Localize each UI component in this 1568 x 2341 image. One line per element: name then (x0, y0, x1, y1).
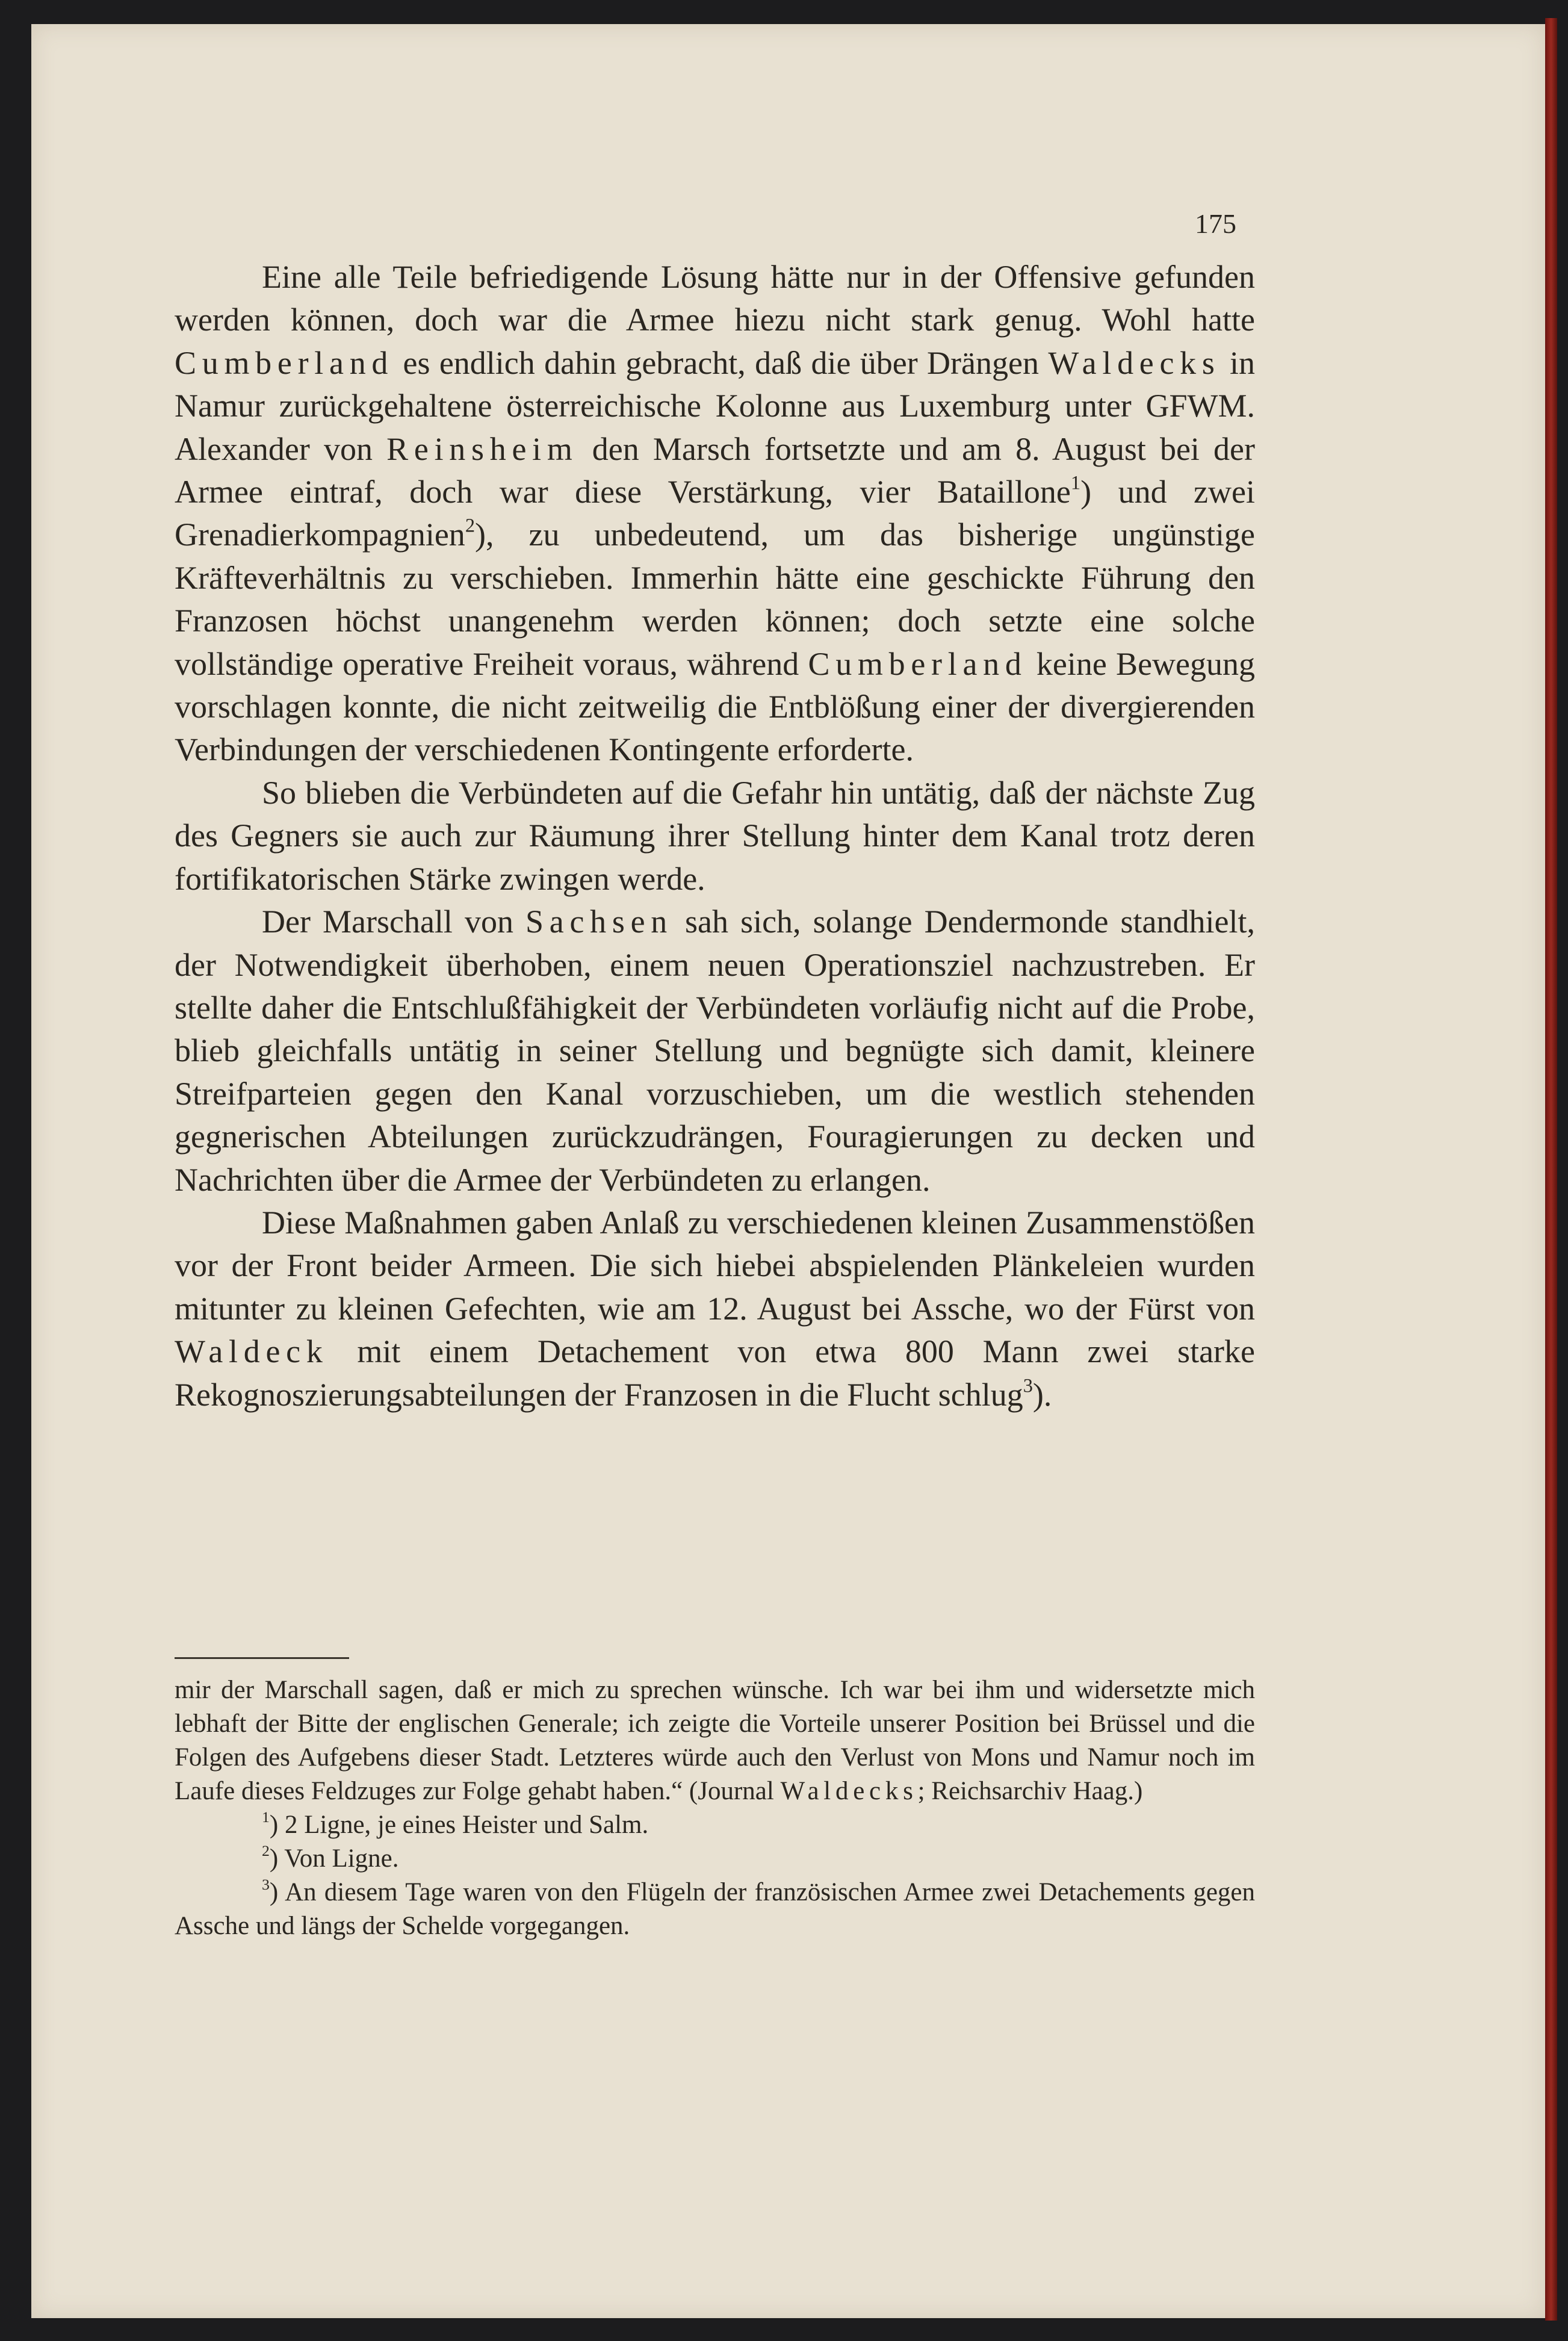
text-run: keine Bewegung vorschlagen konnte, die nicht zeitweilig die Entblößung einer der divergierenden Verbindungen der verschiedenen Kontingente erforderte. (175, 645, 1255, 768)
footnote-mark: 2 (262, 1841, 270, 1859)
paragraph (175, 1202, 1255, 1416)
text-run: Der Marschall von (262, 904, 525, 940)
spaced-name: Reinsheim (386, 430, 578, 467)
footnote-reference: 2 (465, 515, 476, 537)
footnote-mark: 1 (262, 1808, 270, 1826)
text-run: So blieben die Verbündeten auf die Gefahr hin untätig, daß der nächste Zug des Gegners sie auch zur Räumung ihrer Stellung hinter dem Kanal trotz deren fortifikatorischen Stärke zwingen werde. (175, 774, 1255, 897)
text-run: ), zu unbedeutend, um das bisherige ungünstige Kräfteverhältnis zu verschieben. Immerhin hätte eine geschickte Führung den Franzosen höchst unangenehm werden können; doch setzte eine solche vollständige operative Freiheit voraus, während (175, 516, 1255, 682)
spaced-name: Cumberland (808, 645, 1027, 682)
page-number: 175 (1195, 208, 1236, 239)
footnote (175, 1808, 1255, 1842)
spaced-name: Waldecks (1048, 344, 1221, 381)
book-edge (1545, 18, 1557, 2321)
footnote-continuation (175, 1673, 1255, 1808)
spaced-name: Waldeck (175, 1333, 329, 1370)
spaced-name: Cumberland (175, 344, 394, 381)
footnote (175, 1876, 1255, 1943)
text-run: den Marsch fortsetzte und am 8. August bei der Armee eintraf, doch war diese Verstärkung, vier Bataillone (175, 430, 1256, 510)
text-run: ). (1032, 1376, 1052, 1413)
footnote-text: ) An diesem Tage waren von den Flügeln der französischen Armee zwei Detachements gegen Assche und längs der Schelde vorgegangen. (175, 1878, 1255, 1940)
text-run: es endlich dahin gebracht, daß die über Drängen (394, 344, 1049, 381)
paragraph (175, 772, 1255, 901)
text-run: ) und zwei Grenadierkompagnien (175, 474, 1255, 553)
footnote-mark: 3 (262, 1875, 270, 1893)
footnote-text: ) Von Ligne. (269, 1844, 399, 1873)
text-run: Eine alle Teile befriedigende Lösung hätte nur in der Offensive gefunden werden können, doch war die Armee hiezu nicht stark genug. Wohl hatte (175, 259, 1255, 338)
paragraph (175, 256, 1255, 772)
text-run: sah sich, solange Dendermonde standhielt, der Notwendigkeit überhoben, einem neuen Operationsziel nachzustreben. Er stellte daher die Entschlußfähigkeit der Verbündeten vorläufig nicht auf die Probe, blieb gleichfalls untätig in seiner Stellung und begnügte sich damit, kleinere Streifparteien gegen den Kanal vorzuschieben, um die westlich stehenden gegnerischen Abteilungen zurückzudrängen, Fouragierungen zu decken und Nachrichten über die Armee der Verbündeten zu erlangen. (175, 904, 1255, 1198)
body-text (175, 256, 1255, 1416)
paragraph (175, 901, 1255, 1202)
spaced-name: Waldecks (780, 1777, 918, 1805)
text-run: in Namur zurückgehaltene österreichische Kolonne aus Luxemburg unter GFWM. Alexander von (175, 344, 1255, 467)
footnote-reference: 1 (1070, 472, 1081, 494)
footnote-text: ) 2 Ligne, je eines Heister und Salm. (269, 1811, 649, 1839)
text-run: ; Reichsarchiv Haag.) (917, 1777, 1143, 1805)
footnote-separator (175, 1657, 349, 1659)
spaced-name: Sachsen (525, 904, 673, 940)
text-run: Diese Maßnahmen gaben Anlaß zu verschiedenen kleinen Zusammenstößen vor der Front beider Armeen. Die sich hiebei abspielenden Plänkeleien wurden mitunter zu kleinen Gefechten, wie am 12. August bei Assche, wo der Fürst von (175, 1204, 1255, 1327)
text-run: mit einem Detachement von etwa 800 Mann zwei starke Rekognoszierungsabteilungen der Franzosen in die Flucht schlug (175, 1333, 1255, 1413)
footnote (175, 1842, 1255, 1876)
footnotes (175, 1673, 1255, 1943)
footnote-reference: 3 (1023, 1374, 1033, 1397)
text-run: mir der Marschall sagen, daß er mich zu sprechen wünsche. Ich war bei ihm und widersetzte mich lebhaft der Bitte der englischen Generale; ich zeigte die Vorteile unserer Position bei Brüssel und die Folgen des Aufgebens dieser Stadt. Letzteres würde auch den Verlust von Mons und Namur noch im Laufe dieses Feldzuges zur Folge gehabt haben.“ (Journal (175, 1676, 1255, 1805)
